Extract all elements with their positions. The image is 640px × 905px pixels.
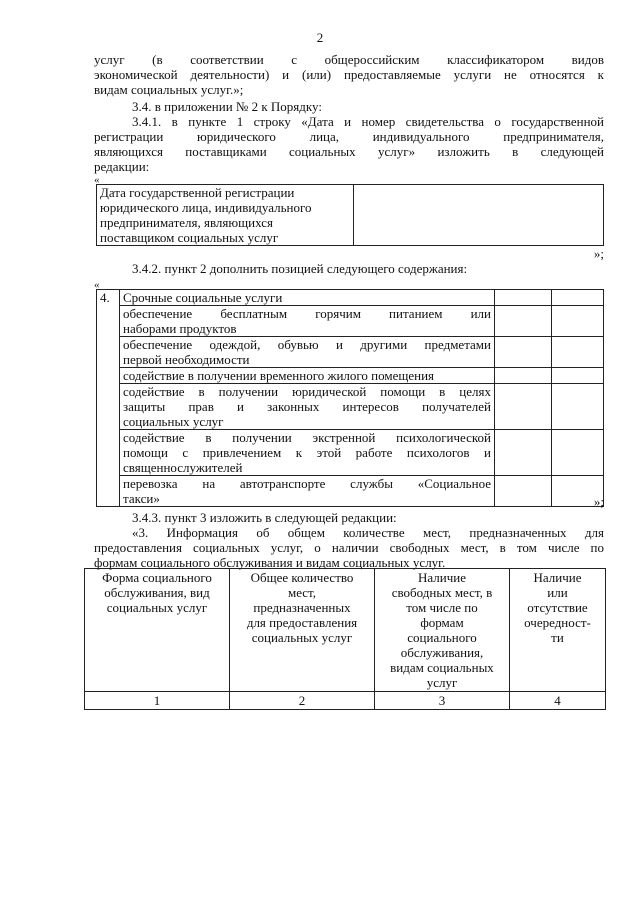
- column-number: 4: [510, 692, 606, 710]
- item-3-text: [94, 525, 604, 570]
- column-number: 1: [85, 692, 230, 710]
- item-3-4-3: 3.4.3. пункт 3 изложить в следующей редакции:: [132, 510, 397, 525]
- page-number: 2: [316, 30, 324, 45]
- text-line: формам социального обслуживания и видам социальных услуг.: [94, 555, 446, 570]
- intro-paragraph: [94, 52, 604, 97]
- table-places-info: [84, 568, 606, 710]
- item-3-4-2: 3.4.2. пункт 2 дополнить позицией следующего содержания:: [132, 261, 468, 276]
- open-quote: «: [94, 174, 100, 186]
- service-cell: обеспечение бесплатным горячим питанием или наборами продуктов: [120, 306, 495, 337]
- text-line: 3.4.1. в пункте 1 строку «Дата и номер свидетельства о государственной: [132, 114, 604, 129]
- service-cell: обеспечение одеждой, обувью и другими предметами первой необходимости: [120, 337, 495, 368]
- text-line: «3. Информация об общем количестве мест, предназначенных для: [132, 525, 604, 540]
- header-cell-free: Наличие свободных мест, в том числе по формам социального обслуживания, видам социальных услуг: [375, 569, 510, 692]
- header-cell-total: Общее количество мест, предназначенных для предоставления социальных услуг: [230, 569, 375, 692]
- close-quote: »;: [593, 246, 604, 261]
- table-row: [97, 384, 604, 430]
- row-number-cell: 4.: [97, 290, 120, 507]
- service-cell: содействие в получении экстренной психологической помощи с привлечением к этой работе психологов и священнослужителей: [120, 430, 495, 476]
- table-cell-empty: [354, 185, 604, 246]
- header-cell-form: Форма социального обслуживания, вид социальных услуг: [85, 569, 230, 692]
- table-row: [97, 368, 604, 384]
- table-urgent-services: [96, 289, 604, 507]
- text-line: регистрации юридического лица, индивидуального предпринимателя,: [94, 129, 604, 144]
- open-quote: «: [94, 279, 100, 291]
- item-3-4-1: [94, 114, 604, 174]
- column-number: 2: [230, 692, 375, 710]
- table-cell: Дата государственной регистрации юридического лица, индивидуального предпринимателя, являющихся поставщиком социальных услуг: [97, 185, 354, 246]
- service-cell: перевозка на автотранспорте службы «Социальное такси»: [120, 476, 495, 507]
- group-header-cell: Срочные социальные услуги: [120, 290, 495, 306]
- table-row: [97, 337, 604, 368]
- item-3-4: 3.4. в приложении № 2 к Порядку:: [132, 99, 322, 114]
- table-row: [97, 306, 604, 337]
- text-line: услуг (в соответствии с общероссийским классификатором видов: [94, 52, 604, 67]
- table-row: [97, 430, 604, 476]
- table-row: [85, 692, 606, 710]
- text-line: видам социальных услуг.»;: [94, 82, 244, 97]
- text-line: являющихся поставщиками социальных услуг» изложить в следующей: [94, 144, 604, 159]
- header-cell-queue: Наличие или отсутствие очередност- ти: [510, 569, 606, 692]
- text-line: экономической деятельности) и (или) предоставляемые услуги не относятся к: [94, 67, 604, 82]
- close-quote: »;: [593, 494, 604, 509]
- text-line: предоставления социальных услуг, о наличии свободных мест, в том числе по: [94, 540, 604, 555]
- column-number: 3: [375, 692, 510, 710]
- service-cell: содействие в получении юридической помощи в целях защиты прав и законных интересов получателей социальных услуг: [120, 384, 495, 430]
- table-row: [97, 476, 604, 507]
- text-line: редакции:: [94, 159, 150, 174]
- service-cell: содействие в получении временного жилого помещения: [120, 368, 495, 384]
- table-registration-date: [96, 184, 604, 246]
